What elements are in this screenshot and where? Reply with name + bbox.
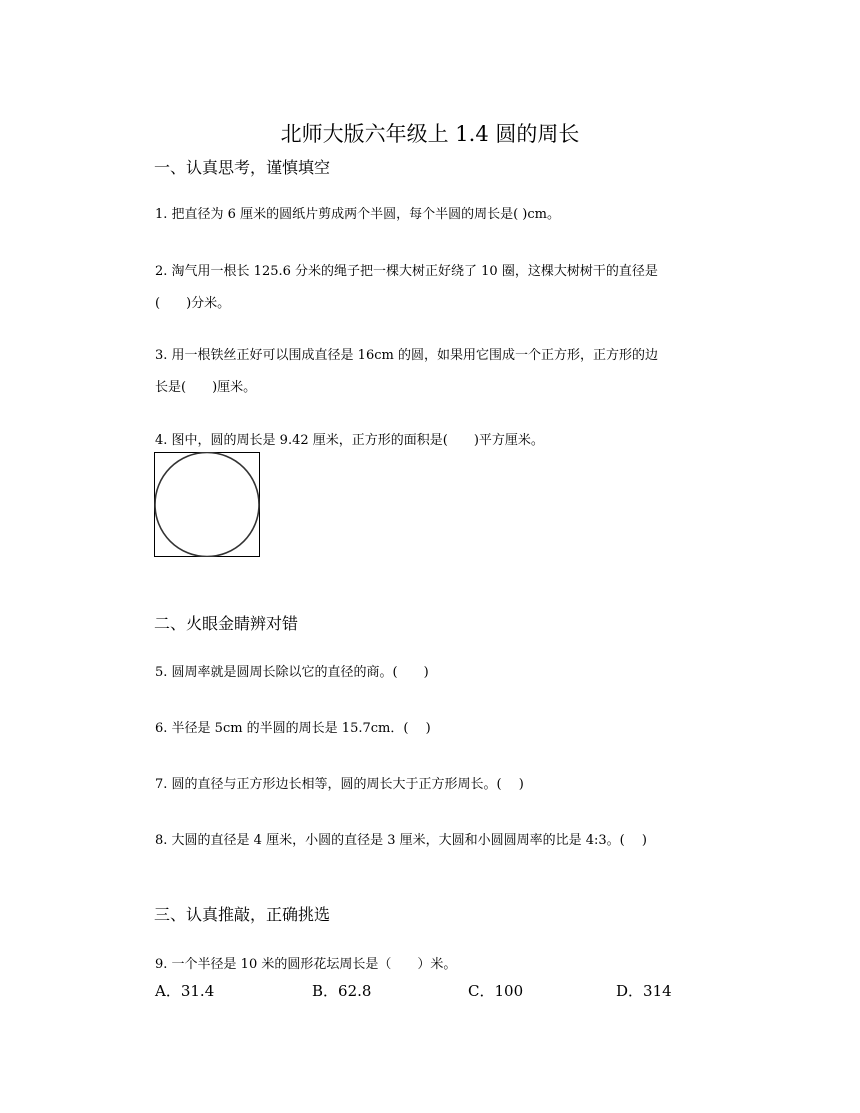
question-7: 7. 圆的直径与正方形边长相等，圆的周长大于正方形周长。( )	[155, 777, 524, 792]
question-2-line-2: ( )分米。	[155, 296, 231, 311]
question-6: 6. 半径是 5cm 的半圆的周长是 15.7cm．( )	[155, 721, 431, 736]
question-9: 9. 一个半径是 10 米的圆形花坛周长是（ ）米。	[155, 957, 457, 972]
question-2	[155, 256, 720, 320]
option-b: B．62.8	[312, 982, 372, 1000]
question-8: 8. 大圆的直径是 4 厘米，小圆的直径是 3 厘米，大圆和小圆圆周率的比是 4:3。( )	[155, 833, 647, 848]
question-3-line-2: 长是( )厘米。	[155, 380, 257, 395]
option-d: D．314	[616, 982, 672, 1000]
option-c: C．100	[468, 982, 524, 1000]
section-heading-true-false: 二、火眼金睛辨对错	[154, 614, 299, 633]
question-2-line-1: 2. 淘气用一根长 125.6 分米的绳子把一棵大树正好绕了 10 圈，这棵大树树干的直径是	[155, 264, 658, 279]
page-title: 北师大版六年级上 1.4 圆的周长	[280, 122, 580, 146]
section-heading-fill-blank: 一、认真思考，谨慎填空	[154, 158, 331, 177]
question-5: 5. 圆周率就是圆周长除以它的直径的商。( )	[155, 665, 429, 680]
question-3	[155, 340, 720, 404]
circle-outline	[155, 453, 259, 557]
section-heading-multiple-choice: 三、认真推敲，正确挑选	[154, 905, 331, 924]
question-3-line-1: 3. 用一根铁丝正好可以围成直径是 16cm 的圆，如果用它围成一个正方形，正方形的边	[155, 348, 658, 363]
option-a: A．31.4	[155, 982, 215, 1000]
circle-in-square-figure	[154, 452, 260, 557]
question-4: 4. 图中，圆的周长是 9.42 厘米，正方形的面积是( )平方厘米。	[155, 433, 544, 448]
question-1: 1. 把直径为 6 厘米的圆纸片剪成两个半圆，每个半圆的周长是( )cm。	[155, 207, 560, 222]
